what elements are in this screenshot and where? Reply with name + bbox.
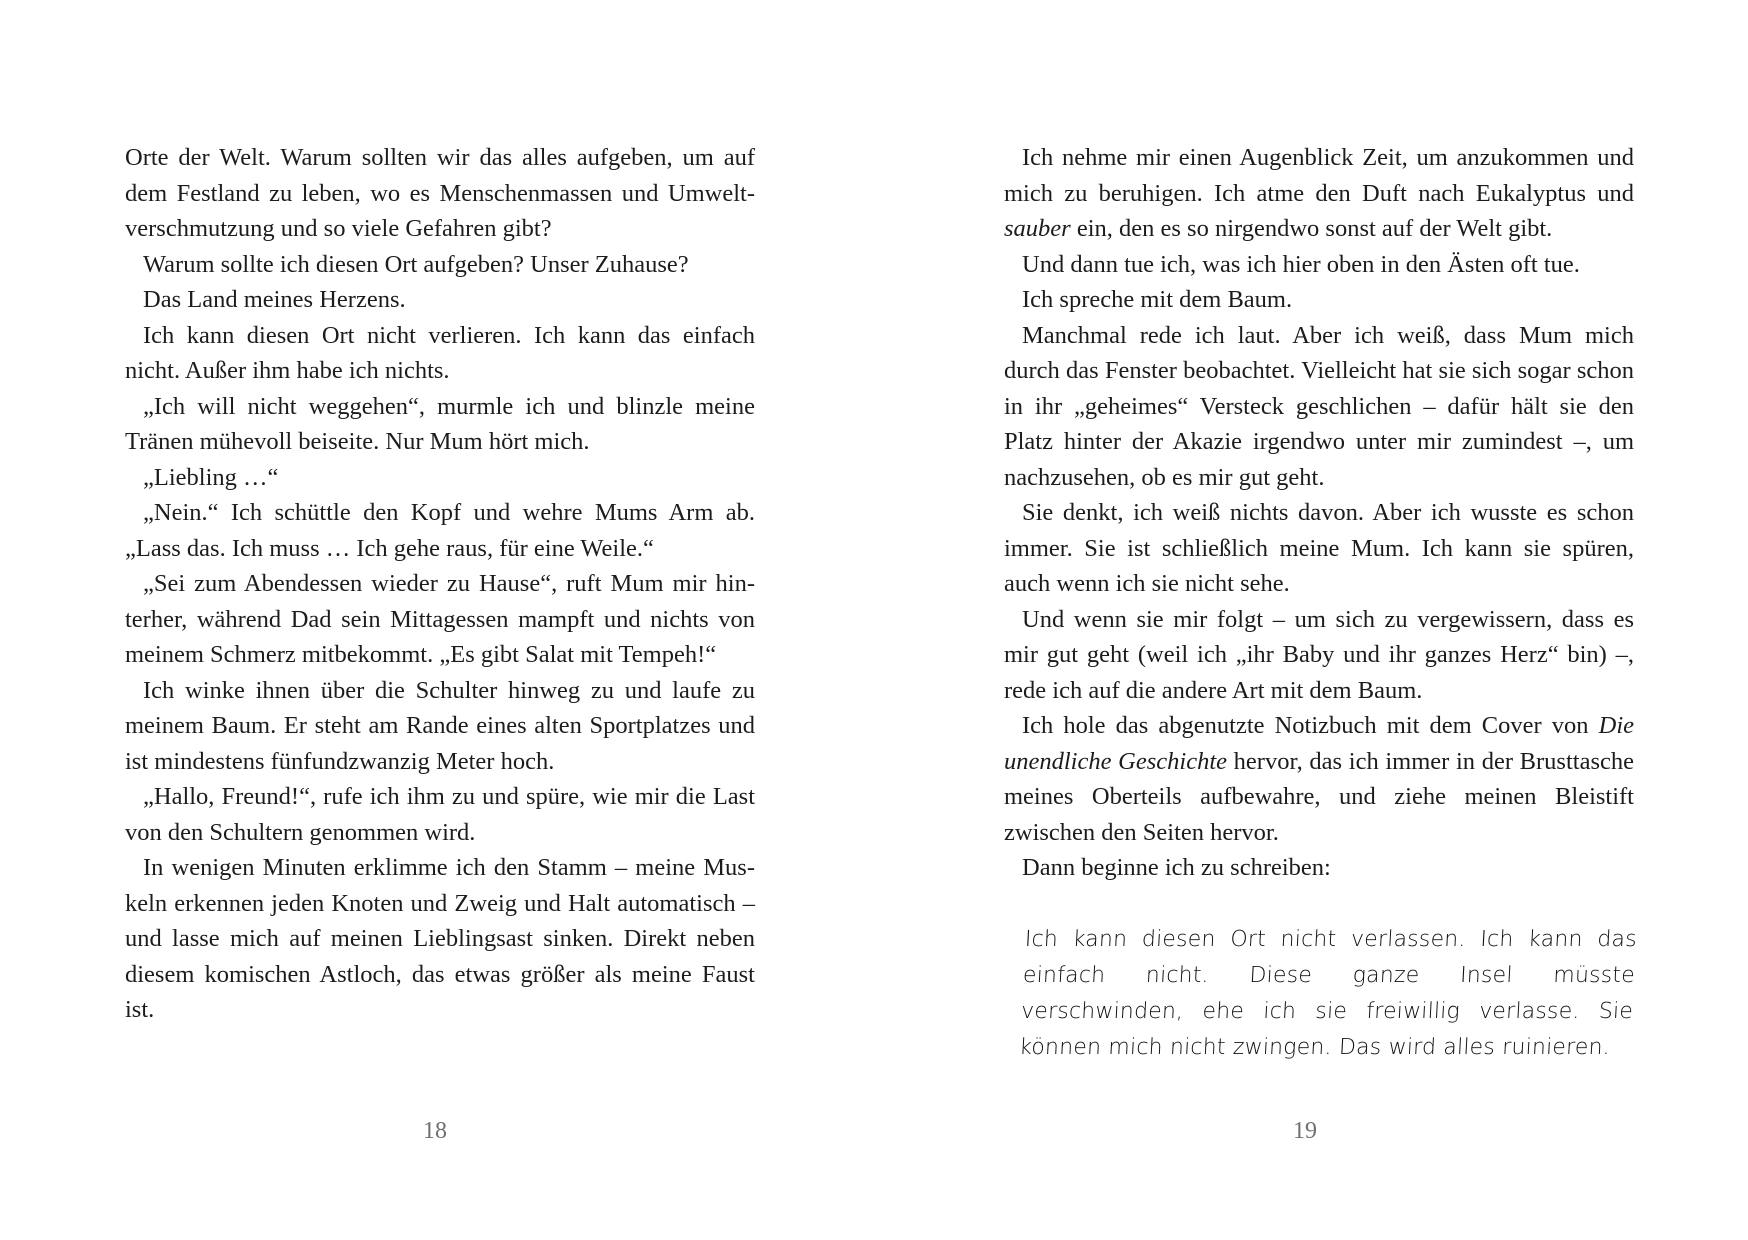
page-number-left: 18	[423, 1118, 447, 1144]
paragraph-text: Ich nehme mir einen Augenblick Zeit, um anzukommen und mich zu beruhigen. Ich atme den Duft nach Eukalyptus und	[1004, 144, 1634, 207]
left-page-text	[125, 140, 755, 1028]
right-page-text	[1004, 140, 1634, 886]
paragraph: Sie denkt, ich weiß nichts davon. Aber ich wusste es schon immer. Sie ist schließlich meine Mum. Ich kann sie spüren, auch wenn ich sie nicht sehe.	[1004, 499, 1634, 597]
page-number-right: 19	[1293, 1118, 1317, 1144]
paragraph: Orte der Welt. Warum sollten wir das alles aufgeben, um auf dem Festland zu leben, wo es Menschenmassen und Umweltverschmutzung und so viele Gefahren gibt?	[125, 144, 755, 242]
paragraph: In wenigen Minuten erklimme ich den Stamm – meine Muskeln erkennen jeden Knoten und Zweig und Halt automatisch – und lasse mich auf meinen Lieblingsast sinken. Direkt neben diesem komischen Astloch, das etwas größer als meine Faust ist.	[125, 854, 755, 1023]
paragraph-text: ein, den es so nirgendwo sonst auf der Welt gibt.	[1070, 215, 1553, 242]
paragraph: Dann beginne ich zu schreiben:	[1022, 854, 1331, 881]
paragraph-text: hervor, das ich immer in der Brusttasche meines Oberteils aufbewahre, und ziehe meinen Bleistift zwischen den Seiten hervor.	[1004, 747, 1634, 846]
italic-book-title: Die unendliche Geschichte	[1004, 712, 1634, 775]
paragraph: Und dann tue ich, was ich hier oben in den Ästen oft tue.	[1022, 250, 1580, 278]
paragraph: Ich kann diesen Ort nicht verlieren. Ich kann das einfach nicht. Außer ihm habe ich nichts.	[125, 321, 755, 384]
paragraph: Das Land meines Herzens.	[143, 286, 406, 313]
paragraph: Warum sollte ich diesen Ort aufgeben? Unser Zuhause?	[143, 250, 689, 278]
paragraph: „Hallo, Freund!“, rufe ich ihm zu und spüre, wie mir die Last von den Schultern genommen wird.	[125, 783, 755, 846]
paragraph: Und wenn sie mir folgt – um sich zu vergewissern, dass es mir gut geht (weil ich „ihr Baby und ihr ganzes Herz“ bin) –, rede ich auf die andere Art mit dem Baum.	[1004, 605, 1634, 704]
paragraph: Manchmal rede ich laut. Aber ich weiß, dass Mum mich durch das Fenster beobachtet. Vielleicht hat sie sich sogar schon in ihr „geheimes“ Versteck geschlichen – dafür hält sie den Platz hinter der Akazie irgendwo unter mir zumindest –, um nachzusehen, ob es mir gut geht.	[1004, 321, 1634, 491]
paragraph: „Nein.“ Ich schüttle den Kopf und wehre Mums Arm ab. „Lass das. Ich muss … Ich gehe raus, für eine Weile.“	[125, 499, 755, 562]
paragraph: Ich spreche mit dem Baum.	[1022, 286, 1293, 313]
right-page	[874, 0, 1748, 1240]
paragraph: Ich winke ihnen über die Schulter hinweg zu und laufe zu meinem Baum. Er steht am Rande eines alten Sportplatzes und ist mindestens fünfundzwanzig Meter hoch.	[125, 676, 755, 775]
paragraph	[1004, 708, 1634, 850]
paragraph: „Sei zum Abendessen wieder zu Hause“, ruft Mum mir hinterher, während Dad sein Mittagessen mampft und nichts von meinem Schmerz mitbekommt. „Es gibt Salat mit Tempeh!“	[125, 570, 755, 668]
paragraph: „Ich will nicht weggehen“, murmle ich und blinzle meine Tränen mühevoll beiseite. Nur Mum hört mich.	[125, 392, 755, 455]
paragraph	[1004, 140, 1634, 247]
paragraph-text: Ich hole das abgenutzte Notizbuch mit dem Cover von	[1022, 712, 1599, 739]
paragraph: „Liebling …“	[143, 463, 279, 491]
italic-word: sauber	[1004, 215, 1071, 242]
handwritten-note: Ich kann diesen Ort nicht verlassen. Ich kann das einfach nicht. Diese ganze Insel müsste verschwinden, ehe ich sie freiwillig verlasse. Sie können mich nicht zwingen. Das wird alles ruinieren.	[1018, 927, 1638, 1060]
